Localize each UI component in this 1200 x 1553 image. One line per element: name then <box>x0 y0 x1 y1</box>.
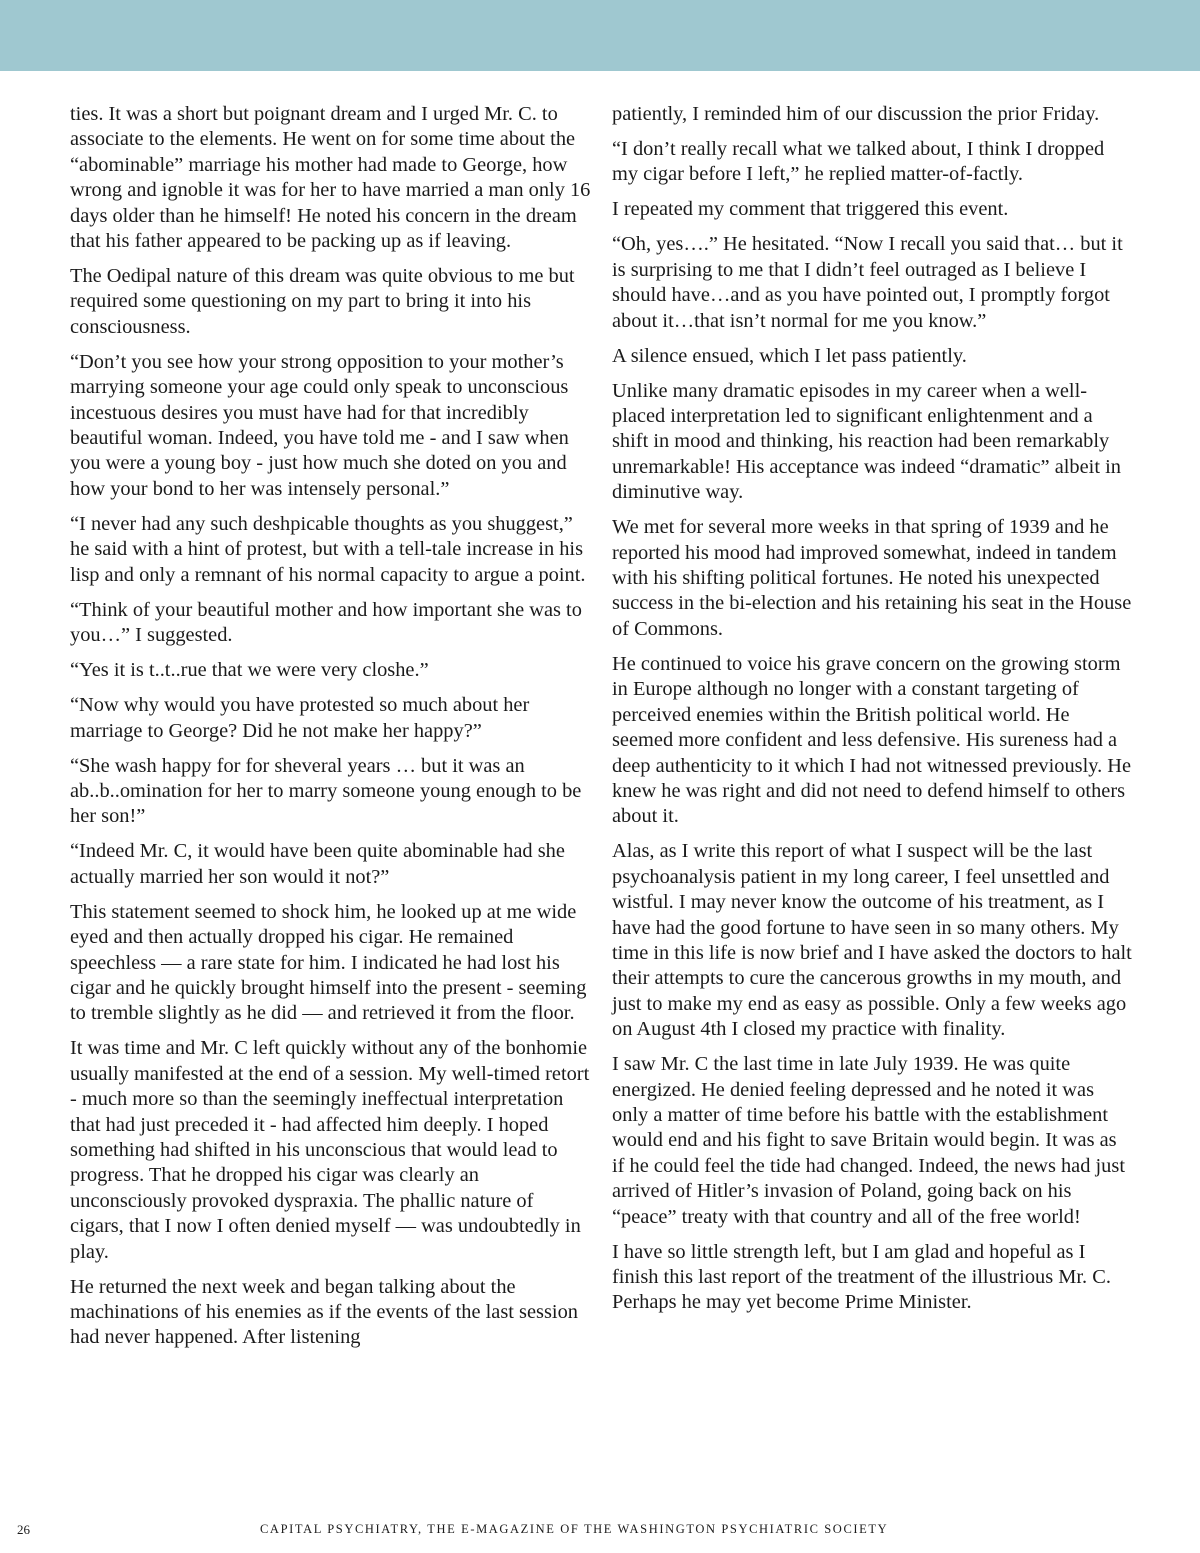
body-paragraph: We met for several more weeks in that spring of 1939 and he reported his mood had improved somewhat, indeed in tandem with his shifting political fortunes. He noted his unexpected success in the bi-election and his retaining his seat in the House of Commons. <box>612 516 1132 640</box>
body-paragraph: He returned the next week and began talking about the machinations of his enemies as if the events of the last session had never happened. After listening <box>70 1275 578 1349</box>
body-paragraph: “I don’t really recall what we talked about, I think I dropped my cigar before I left,” he replied matter-of-factly. <box>612 138 1105 186</box>
body-paragraph: “Yes it is t..t..rue that we were very closhe.” <box>70 659 429 682</box>
publication-title: CAPITAL PSYCHIATRY, THE E-MAGAZINE OF THE WASHINGTON PSYCHIATRIC SOCIETY <box>260 1522 889 1536</box>
body-paragraph: The Oedipal nature of this dream was quite obvious to me but required some questioning on my part to bring it into his consciousness. <box>70 265 575 338</box>
body-paragraph: patiently, I reminded him of our discussion the prior Friday. <box>612 103 1100 125</box>
body-paragraph: “Now why would you have protested so much about her marriage to George? Did he not make her happy?” <box>70 694 530 742</box>
body-paragraph: It was time and Mr. C left quickly without any of the bonhomie usually manifested at the end of a session. My well-timed retort - much more so than the seemingly ineffectual interpretation that had just preceded it - had affected him deeply. I hoped something had shifted in his unconscious that would lead to progress. That he dropped his cigar was clearly an unconsciously provoked dyspraxia. The phallic nature of cigars, that I now I often denied myself — was undoubtedly in play. <box>70 1037 590 1263</box>
page-number: 26 <box>17 1522 30 1537</box>
body-paragraph: Alas, as I write this report of what I suspect will be the last psychoanalysis patient in my long career, I feel unsettled and wistful. I may never know the outcome of his treatment, as I have had the good fortune to have seen in so many others. My time in this life is now brief and I have asked the doctors to halt their attempts to cure the cancerous growths in my mouth, and just to make my end as easy as possible. Only a few weeks ago on August 4th I closed my practice with finality. <box>612 840 1132 1041</box>
body-paragraph: “Indeed Mr. C, it would have been quite abominable had she actually married her son would it not?” <box>70 840 565 888</box>
body-paragraph: This statement seemed to shock him, he looked up at me wide eyed and then actually dropped his cigar. He remained speechless — a rare state for him. I indicated he had lost his cigar and he quickly brought himself into the present - seeming to tremble slightly as he did — and retrieved it from the floor. <box>70 900 587 1025</box>
left-text-column <box>70 102 592 1360</box>
body-paragraph: I saw Mr. C the last time in late July 1939. He was quite energized. He denied feeling depressed and he noted it was only a matter of time before his battle with the establishment would end and his fight to save Britain would begin. It was as if he could feel the tide had changed. Indeed, the news had just arrived of Hitler’s invasion of Poland, going back on his “peace” treaty with that country and all of the free world! <box>612 1053 1125 1228</box>
body-paragraph: “She wash happy for for sheveral years … but it was an ab..b..omination for her to marry someone young enough to be her son!” <box>70 754 582 828</box>
body-paragraph: “Oh, yes….” He hesitated. “Now I recall you said that… but it is surprising to me that I didn’t feel outraged as I believe I should have…and as you have pointed out, I promptly forgot about it…that isn’t normal for me you know.” <box>612 233 1123 332</box>
body-paragraph: “Don’t you see how your strong opposition to your mother’s marrying someone your age could only speak to unconscious incestuous desires you must have had for that incredibly beautiful woman. Indeed, you have told me - and I saw when you were a young boy - just how much she doted on you and how your bond to her was intensely personal.” <box>70 350 569 500</box>
page-footer <box>0 1520 1200 1544</box>
body-paragraph: Unlike many dramatic episodes in my career when a well-placed interpretation led to significant enlightenment and a shift in mood and thinking, his reaction had been remarkably unremarkable! His acceptance was indeed “dramatic” albeit in diminutive way. <box>612 379 1121 504</box>
body-paragraph: ties. It was a short but poignant dream and I urged Mr. C. to associate to the elements. He went on for some time about the “abominable” marriage his mother had made to George, how wrong and ignoble it was for her to have married a man only 16 days older than he himself! He noted his concern in the dream that his father appeared to be packing up as if leaving. <box>70 103 591 253</box>
body-paragraph: “I never had any such deshpicable thoughts as you shuggest,” he said with a hint of protest, but with a tell-tale increase in his lisp and only a remnant of his normal capacity to argue a point. <box>70 512 586 586</box>
body-paragraph: I repeated my comment that triggered this event. <box>612 198 1009 221</box>
header-color-band <box>0 0 1200 71</box>
body-paragraph: “Think of your beautiful mother and how important she was to you…” I suggested. <box>70 598 582 647</box>
body-paragraph: I have so little strength left, but I am glad and hopeful as I finish this last report of the treatment of the illustrious Mr. C. Perhaps he may yet become Prime Minister. <box>612 1240 1111 1314</box>
body-paragraph: A silence ensued, which I let pass patiently. <box>612 344 967 367</box>
right-text-column <box>612 102 1134 1325</box>
body-paragraph: He continued to voice his grave concern on the growing storm in Europe although no longer with a constant targeting of perceived enemies within the British political world. He seemed more confident and less defensive. His sureness had a deep authenticity to it which I had not witnessed previously. He knew he was right and did not need to defend himself to others about it. <box>612 652 1132 828</box>
